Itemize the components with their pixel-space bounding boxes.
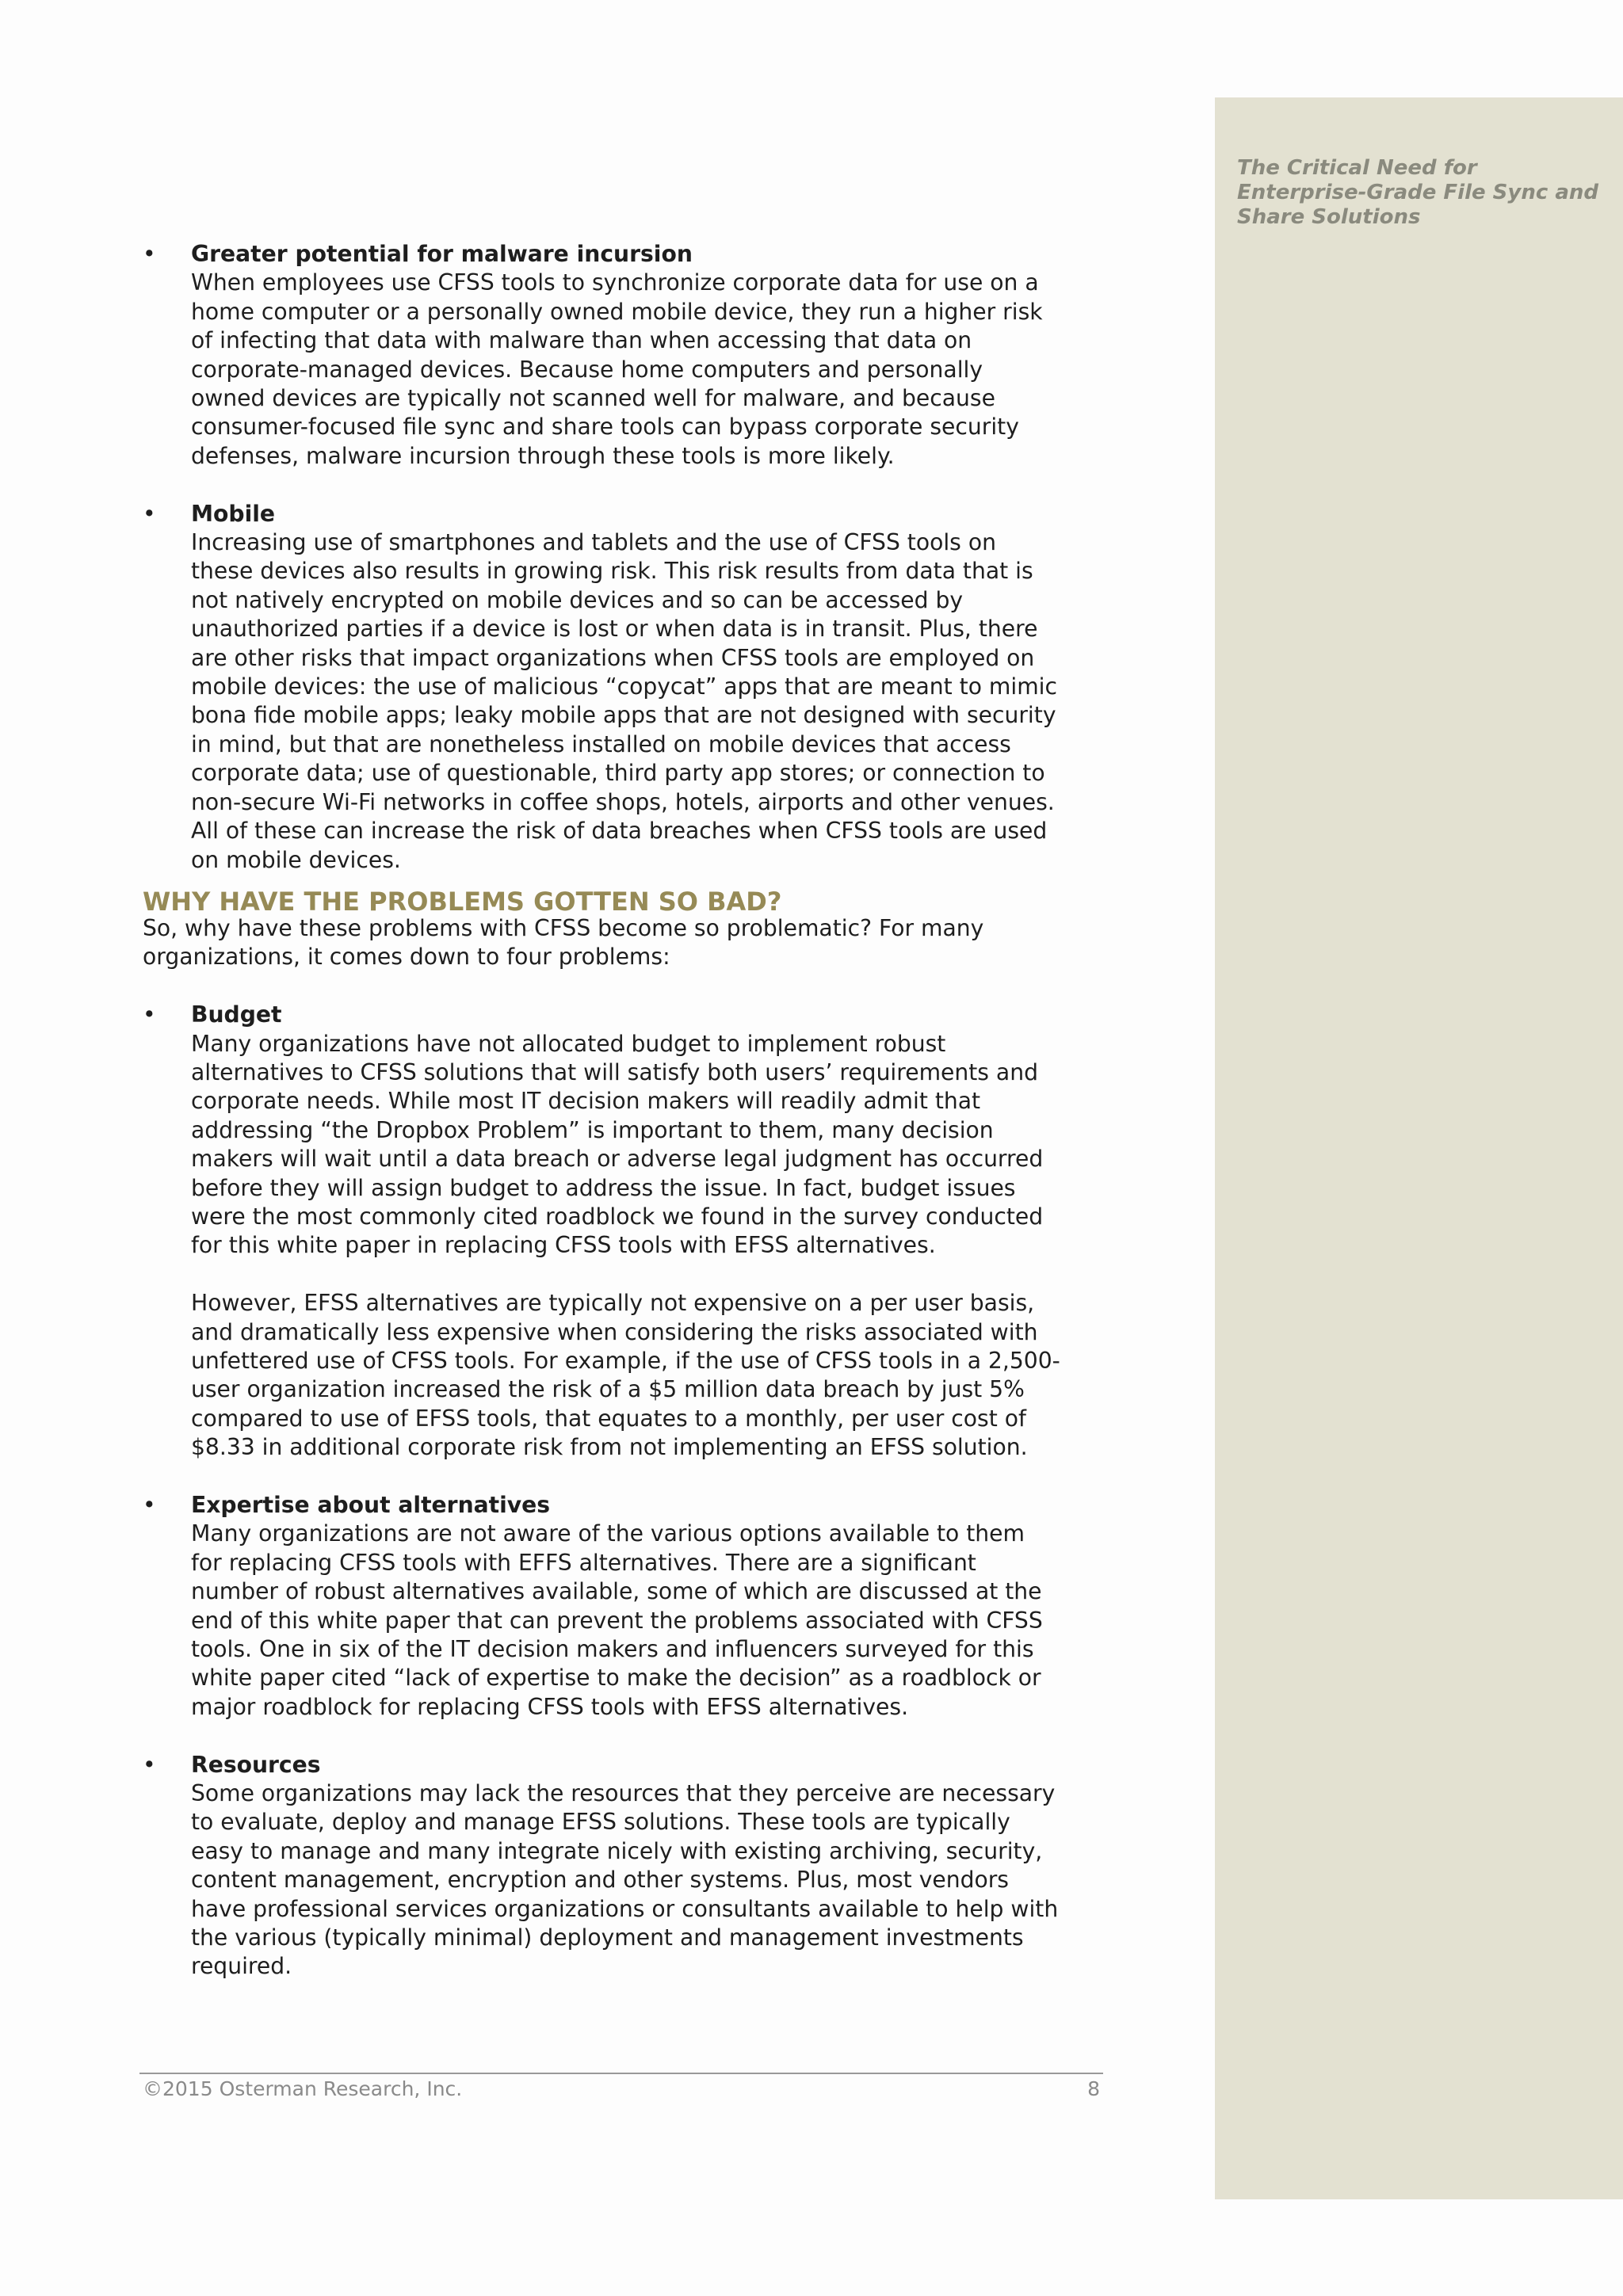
page-number: 8 bbox=[1087, 2077, 1100, 2100]
item-body: Many organizations are not aware of the various options available to them for replacing CFSS tools with EFFS alternatives. There are a significant number of robust alternatives available, some of which are discussed at the end of this white paper that can prevent the problems associated with CFSS tools. One in six of the IT decision makers and influencers surveyed for this white paper cited “lack of expertise to make the decision” as a roadblock or major roadblock for replacing CFSS tools with EFSS alternatives. bbox=[191, 1520, 1043, 1720]
item-title: Greater potential for malware incursion bbox=[191, 241, 693, 267]
bullet-item-expertise bbox=[143, 1491, 1062, 1722]
item-title: Budget bbox=[191, 1001, 282, 1028]
footer-copyright: ©2015 Osterman Research, Inc. bbox=[143, 2077, 463, 2100]
item-title: Mobile bbox=[191, 500, 276, 527]
sidebar-panel bbox=[1215, 97, 1623, 2199]
bullet-icon: • bbox=[143, 1001, 156, 1028]
section-intro: So, why have these problems with CFSS become so problematic? For many organizations, it comes down to four problems: bbox=[143, 914, 984, 971]
bullet-item-mobile bbox=[143, 500, 1062, 875]
bullet-item-malware bbox=[143, 240, 1062, 471]
item-body: When employees use CFSS tools to synchronize corporate data for use on a home computer or a personally owned mobile device, they run a higher risk of infecting that data with malware than when accessing that data on corporate-managed devices. Because home computers and personally owned devices are typically not scanned well for malware, and because consumer-focused file sync and share tools can bypass corporate security defenses, malware incursion through these tools is more likely. bbox=[191, 269, 1043, 469]
section-heading: WHY HAVE THE PROBLEMS GOTTEN SO BAD? bbox=[143, 886, 782, 917]
bullet-icon: • bbox=[143, 1751, 156, 1778]
item-title: Resources bbox=[191, 1751, 321, 1778]
item-body: Increasing use of smartphones and tablets and the use of CFSS tools on these devices also results in growing risk. This risk results from data that is not natively encrypted on mobile devices and so can be accessed by unauthorized parties if a device is lost or when data is in transit. Plus, there are other risks that impact organizations when CFSS tools are employed on mobile devices: the use of malicious “copycat” apps that are meant to mimic bona fide mobile apps; leaky mobile apps that are not designed with security in mind, but that are nonetheless installed on mobile devices that access corporate data; use of questionable, third party app stores; or connection to non-secure Wi-Fi networks in coffee shops, hotels, airports and other venues. All of these can increase the risk of data breaches when CFSS tools are used on mobile devices. bbox=[191, 529, 1058, 873]
bullet-icon: • bbox=[143, 500, 156, 527]
bullet-icon: • bbox=[143, 1492, 156, 1518]
bullet-item-resources bbox=[143, 1751, 1062, 1981]
item-body: However, EFSS alternatives are typically not expensive on a per user basis, and dramatically less expensive when considering the risks associated with unfettered use of CFSS tools. For example, if the use of CFSS tools in a 2,500-user organization increased the risk of a $5 million data breach by just 5% compared to use of EFSS tools, that equates to a monthly, per user cost of $8.33 in additional corporate risk from not implementing an EFSS solution. bbox=[191, 1290, 1060, 1461]
sidebar-title: The Critical Need for Enterprise-Grade File Sync and Share Solutions bbox=[1237, 156, 1598, 229]
bullet-icon: • bbox=[143, 241, 156, 267]
page-footer bbox=[139, 2073, 1103, 2100]
item-body: Many organizations have not allocated budget to implement robust alternatives to CFSS solutions that will satisfy both users’ requirements and corporate needs. While most IT decision makers will readily admit that addressing “the Dropbox Problem” is important to them, many decision makers will wait until a data breach or adverse legal judgment has occurred before they will assign budget to address the issue. In fact, budget issues were the most commonly cited roadblock we found in the survey conducted for this white paper in replacing CFSS tools with EFSS alternatives. bbox=[191, 1030, 1044, 1259]
item-body: Some organizations may lack the resources that they perceive are necessary to evaluate, deploy and manage EFSS solutions. These tools are typically easy to manage and many integrate nicely with existing archiving, security, content management, encryption and other systems. Plus, most vendors have professional services organizations or consultants available to help with the various (typically minimal) deployment and management investments required. bbox=[191, 1780, 1059, 1980]
bullet-item-budget bbox=[143, 1001, 1062, 1462]
main-content bbox=[143, 240, 1062, 1981]
item-title: Expertise about alternatives bbox=[191, 1492, 551, 1518]
